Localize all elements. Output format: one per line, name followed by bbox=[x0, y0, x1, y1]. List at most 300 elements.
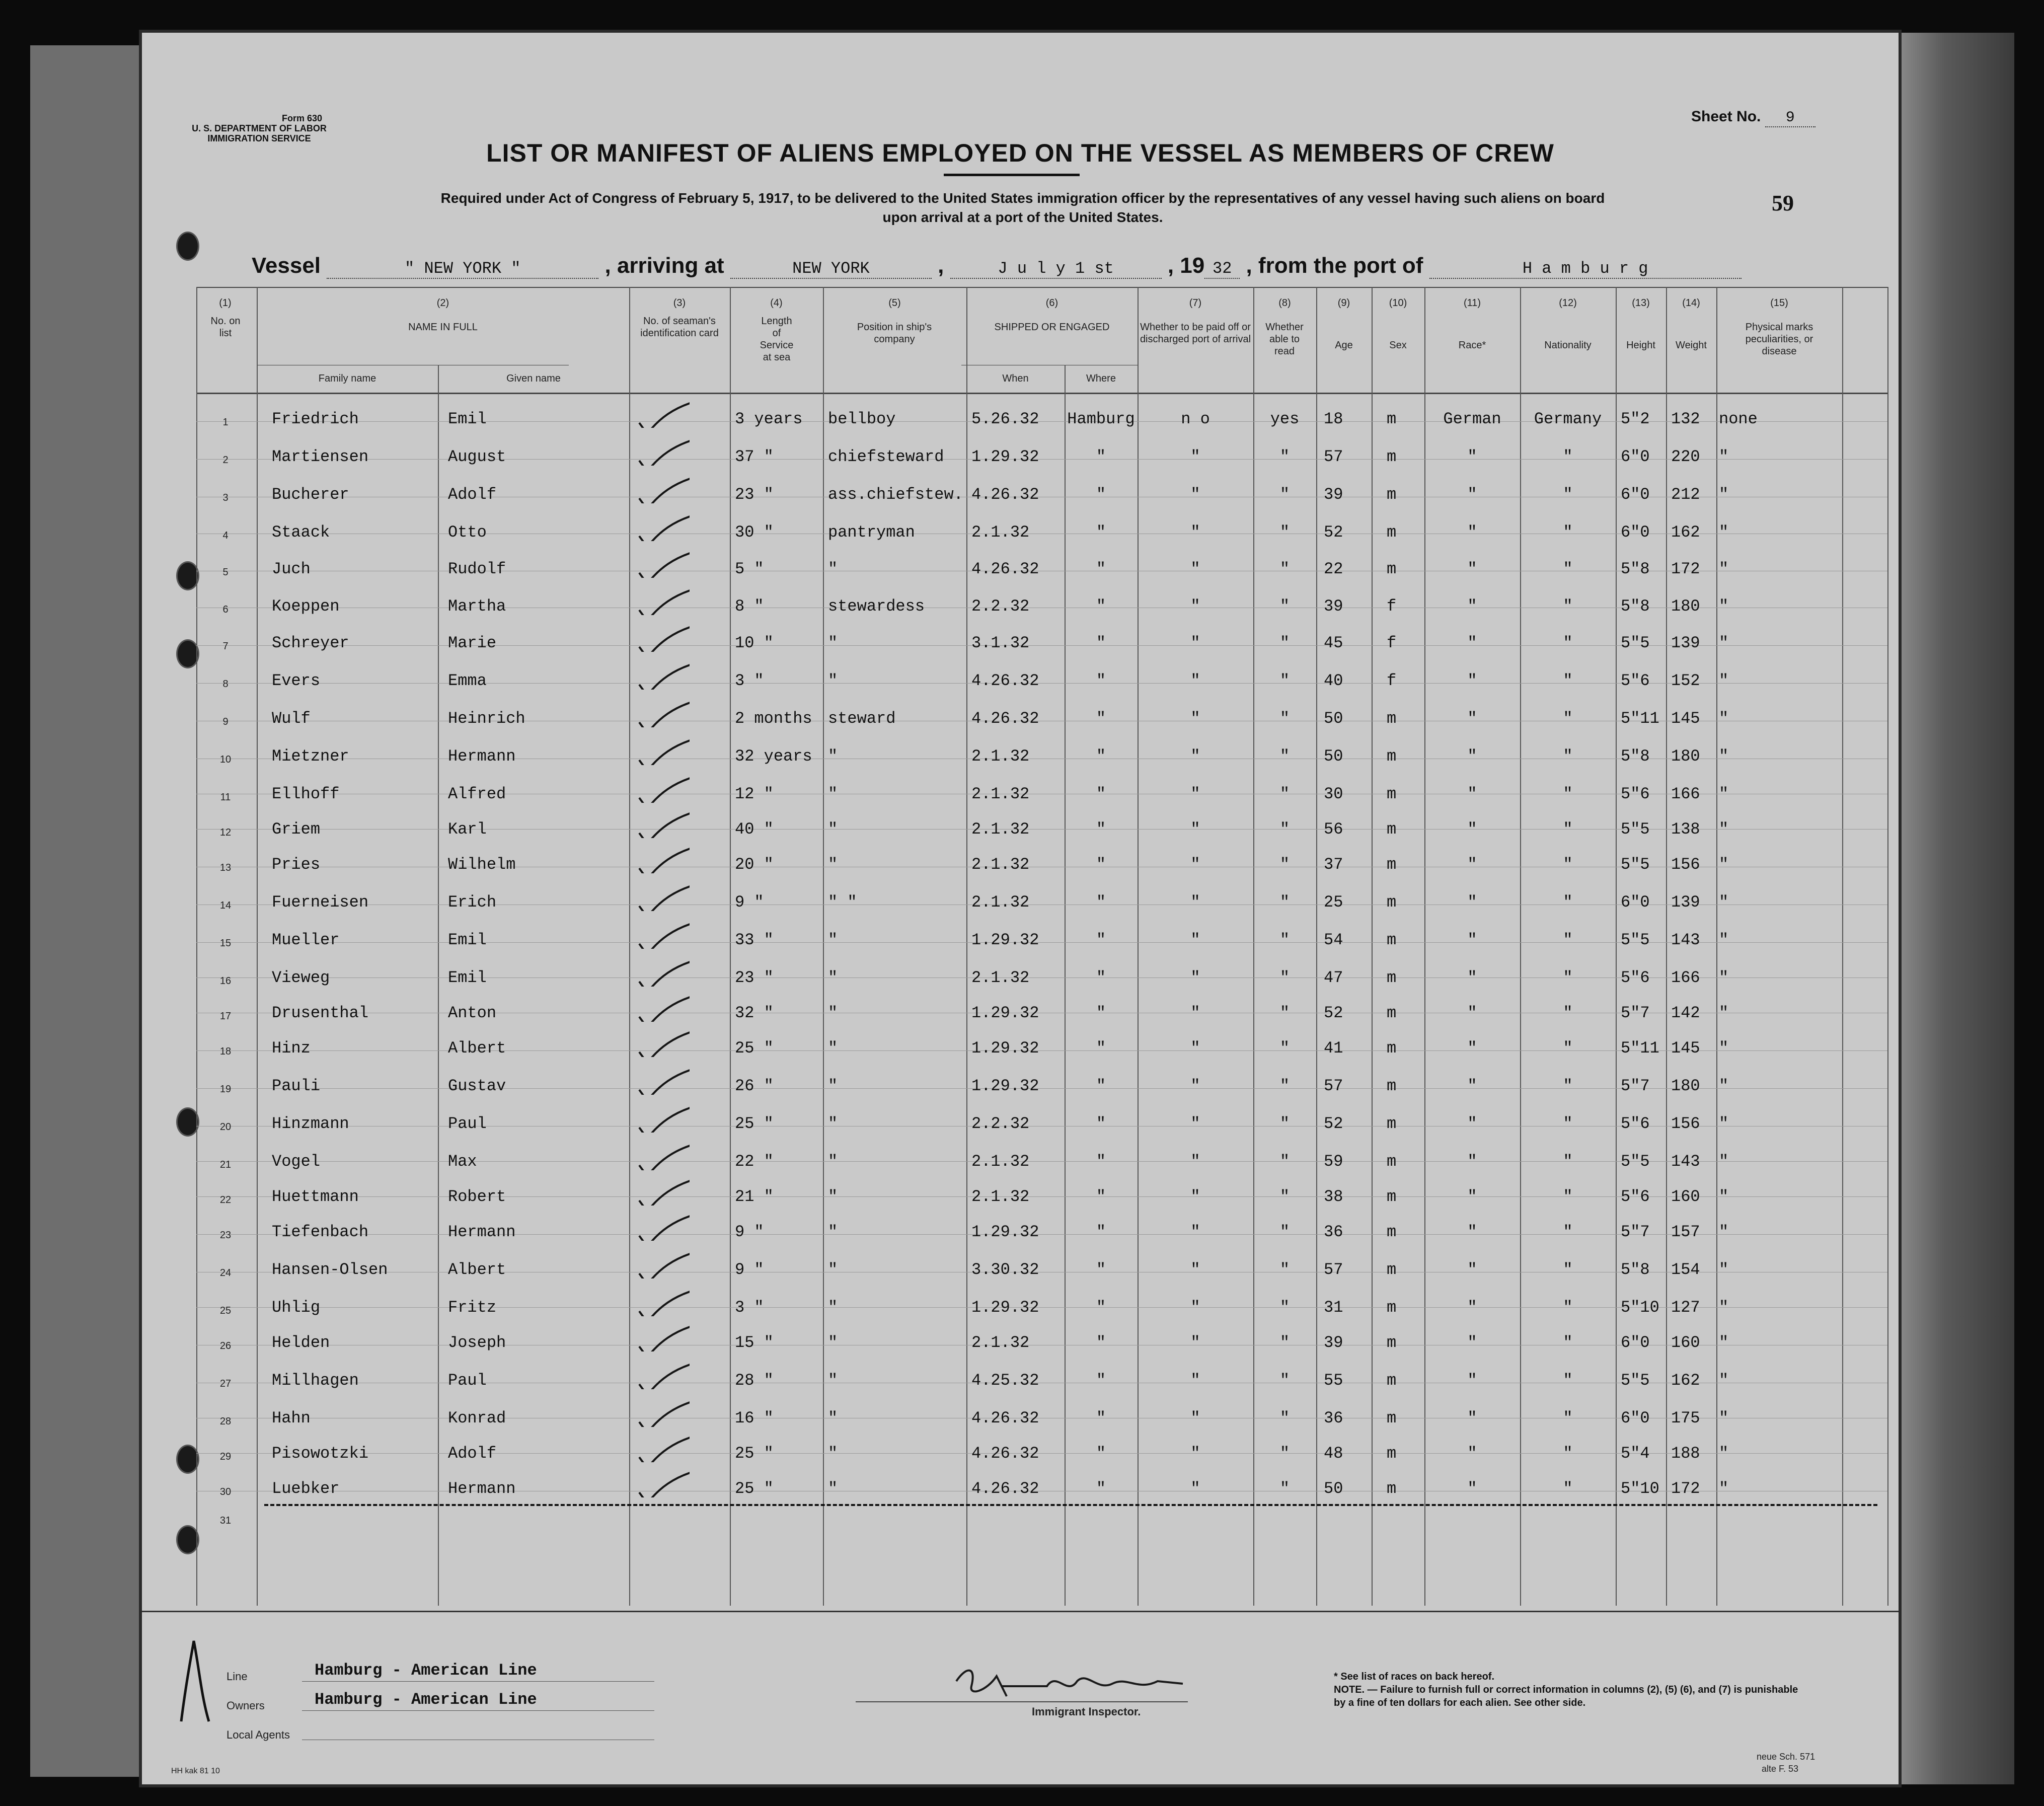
footer-divider bbox=[142, 1611, 1899, 1612]
cell-when: 2.1.32 bbox=[971, 855, 1030, 874]
cell-weight: 188 bbox=[1671, 1444, 1700, 1463]
cell-given: Rudolf bbox=[448, 560, 506, 578]
cell-given: Albert bbox=[448, 1260, 506, 1279]
races-note: * See list of races on back hereof. bbox=[1334, 1671, 1495, 1682]
row-number: 22 bbox=[219, 1194, 232, 1206]
arriving-port: NEW YORK bbox=[730, 259, 932, 279]
cell-where: " bbox=[1096, 1479, 1106, 1498]
header-col-14: (14) Weight bbox=[1676, 297, 1707, 351]
cell-marks: " bbox=[1719, 747, 1729, 766]
cell-weight: 212 bbox=[1671, 485, 1700, 504]
cell-paid: " bbox=[1190, 1444, 1200, 1463]
row-number: 19 bbox=[219, 1084, 232, 1095]
cell-read: " bbox=[1279, 1479, 1290, 1498]
cell-when: 1.29.32 bbox=[971, 1039, 1039, 1058]
end-of-list-dash bbox=[264, 1504, 1877, 1506]
cell-race: " bbox=[1467, 485, 1477, 504]
cell-family: Hinz bbox=[272, 1039, 311, 1058]
header-col-11: (11) Race* bbox=[1458, 297, 1486, 351]
cell-family: Schreyer bbox=[272, 634, 349, 652]
row-number: 14 bbox=[219, 900, 232, 911]
cell-sex: m bbox=[1387, 785, 1397, 803]
cell-race: " bbox=[1467, 785, 1477, 803]
cell-family: Helden bbox=[272, 1333, 330, 1352]
inspector-rule bbox=[856, 1701, 1188, 1702]
check-mark bbox=[629, 843, 690, 873]
cell-when: 2.2.32 bbox=[971, 1114, 1030, 1133]
check-mark bbox=[629, 735, 690, 765]
cell-marks: " bbox=[1719, 931, 1729, 949]
cell-height: 5"6 bbox=[1621, 1114, 1650, 1133]
check-mark bbox=[629, 881, 690, 911]
row-number: 4 bbox=[222, 530, 229, 541]
cell-height: 6"0 bbox=[1621, 523, 1650, 542]
cell-given: Alfred bbox=[448, 785, 506, 803]
cell-weight: 160 bbox=[1671, 1333, 1700, 1352]
cell-marks: " bbox=[1719, 560, 1729, 578]
cell-family: Pries bbox=[272, 855, 321, 874]
cell-service: 2 months bbox=[735, 709, 812, 728]
crew-table bbox=[196, 287, 1887, 1606]
cell-sex: m bbox=[1387, 747, 1397, 766]
page-stack-edge bbox=[1899, 33, 2014, 1784]
vessel-info-line: Vessel " NEW YORK " , arriving at NEW YORK , J u l y 1 st , 19 32 , from the port of H a m b u r g bbox=[252, 253, 1742, 279]
cell-weight: 157 bbox=[1671, 1223, 1700, 1241]
check-mark bbox=[629, 956, 690, 987]
cell-nat: " bbox=[1563, 1333, 1573, 1352]
cell-weight: 172 bbox=[1671, 1479, 1700, 1498]
cell-paid: " bbox=[1190, 1298, 1200, 1317]
cell-when: 4.26.32 bbox=[971, 709, 1039, 728]
column-rule bbox=[196, 287, 197, 1606]
page-number: 59 bbox=[1772, 191, 1794, 215]
cell-sex: m bbox=[1387, 1409, 1397, 1427]
cell-paid: " bbox=[1190, 1333, 1200, 1352]
form-number: Form 630 bbox=[281, 113, 322, 123]
cell-service: 3 " bbox=[735, 671, 764, 690]
cell-given: Adolf bbox=[448, 485, 497, 504]
cell-where: " bbox=[1096, 709, 1106, 728]
cell-age: 37 bbox=[1324, 855, 1343, 874]
cell-given: Albert bbox=[448, 1039, 506, 1058]
cell-sex: m bbox=[1387, 1298, 1397, 1317]
header-col-9: (9) Age bbox=[1335, 297, 1353, 351]
cell-height: 5"2 bbox=[1621, 410, 1650, 428]
cell-where: " bbox=[1096, 523, 1106, 542]
cell-race: " bbox=[1467, 1333, 1477, 1352]
cell-service: 22 " bbox=[735, 1152, 774, 1171]
cell-age: 57 bbox=[1324, 1260, 1343, 1279]
cell-read: " bbox=[1279, 560, 1290, 578]
row-number: 21 bbox=[219, 1159, 232, 1170]
row-number: 20 bbox=[219, 1121, 232, 1133]
cell-age: 39 bbox=[1324, 1333, 1343, 1352]
cell-age: 45 bbox=[1324, 634, 1343, 652]
cell-where: " bbox=[1096, 1260, 1106, 1279]
cell-paid: " bbox=[1190, 1152, 1200, 1171]
cell-sex: m bbox=[1387, 1333, 1397, 1352]
cell-height: 5"8 bbox=[1621, 560, 1650, 578]
check-mark bbox=[629, 398, 690, 428]
header-col-4: (4) Length of Service at sea bbox=[760, 297, 794, 363]
vessel-label: Vessel bbox=[252, 253, 321, 278]
cell-height: 5"8 bbox=[1621, 747, 1650, 766]
cell-where: " bbox=[1096, 634, 1106, 652]
header-col-7: (7) Whether to be paid off or discharged port of arrival bbox=[1140, 297, 1251, 345]
cell-height: 5"6 bbox=[1621, 968, 1650, 987]
header-family-name: Family name bbox=[318, 373, 376, 384]
cell-position: " bbox=[828, 1260, 838, 1279]
cell-read: " bbox=[1279, 523, 1290, 542]
row-number: 7 bbox=[222, 641, 229, 652]
cell-marks: " bbox=[1719, 709, 1729, 728]
cell-age: 52 bbox=[1324, 523, 1343, 542]
cell-service: 26 " bbox=[735, 1077, 774, 1095]
column-rule bbox=[1666, 287, 1667, 1606]
cell-family: Koeppen bbox=[272, 597, 340, 616]
cell-weight: 152 bbox=[1671, 671, 1700, 690]
cell-sex: m bbox=[1387, 820, 1397, 839]
cell-race: " bbox=[1467, 1077, 1477, 1095]
cell-given: Otto bbox=[448, 523, 487, 542]
cell-nat: " bbox=[1563, 1004, 1573, 1022]
row-number: 6 bbox=[222, 604, 229, 615]
column-rule bbox=[1887, 287, 1888, 1606]
binding-edge-left bbox=[30, 45, 142, 1777]
cell-given: August bbox=[448, 447, 506, 466]
cell-race: " bbox=[1467, 671, 1477, 690]
cell-when: 1.29.32 bbox=[971, 1004, 1039, 1022]
cell-race: German bbox=[1443, 410, 1501, 428]
schedule-old: alte F. 53 bbox=[1762, 1764, 1799, 1774]
column-rule bbox=[1316, 287, 1317, 1606]
cell-height: 5"5 bbox=[1621, 634, 1650, 652]
cell-nat: " bbox=[1563, 485, 1573, 504]
cell-where: " bbox=[1096, 1039, 1106, 1058]
cell-marks: " bbox=[1719, 1187, 1729, 1206]
header-col-6: (6) SHIPPED OR ENGAGED bbox=[994, 297, 1110, 333]
cell-race: " bbox=[1467, 1152, 1477, 1171]
cell-read: " bbox=[1279, 1409, 1290, 1427]
cell-family: Friedrich bbox=[272, 410, 359, 428]
cell-paid: " bbox=[1190, 597, 1200, 616]
cell-read: " bbox=[1279, 855, 1290, 874]
cell-weight: 145 bbox=[1671, 709, 1700, 728]
cell-given: Hermann bbox=[448, 747, 516, 766]
cell-race: " bbox=[1467, 1298, 1477, 1317]
printer-code: HH kak 81 10 bbox=[171, 1767, 220, 1775]
cell-family: Huettmann bbox=[272, 1187, 359, 1206]
cell-position: " bbox=[828, 820, 838, 839]
cell-where: " bbox=[1096, 1004, 1106, 1022]
cell-weight: 139 bbox=[1671, 893, 1700, 912]
cell-given: Karl bbox=[448, 820, 487, 839]
cell-paid: n o bbox=[1181, 410, 1210, 428]
cell-age: 59 bbox=[1324, 1152, 1343, 1171]
row-number: 18 bbox=[219, 1046, 232, 1057]
check-mark bbox=[629, 511, 690, 541]
inspector-label: Immigrant Inspector. bbox=[1032, 1705, 1141, 1718]
cell-given: Robert bbox=[448, 1187, 506, 1206]
cell-nat: " bbox=[1563, 634, 1573, 652]
cell-age: 25 bbox=[1324, 893, 1343, 912]
cell-paid: " bbox=[1190, 671, 1200, 690]
cell-paid: " bbox=[1190, 560, 1200, 578]
cell-race: " bbox=[1467, 597, 1477, 616]
cell-when: 1.29.32 bbox=[971, 1298, 1039, 1317]
cell-sex: m bbox=[1387, 1479, 1397, 1498]
cell-weight: 156 bbox=[1671, 855, 1700, 874]
cell-paid: " bbox=[1190, 968, 1200, 987]
cell-marks: " bbox=[1719, 523, 1729, 542]
cell-family: Tiefenbach bbox=[272, 1223, 369, 1241]
cell-paid: " bbox=[1190, 931, 1200, 949]
owners-label: Owners bbox=[226, 1699, 265, 1712]
header-col-12: (12) Nationality bbox=[1544, 297, 1592, 351]
row-number: 26 bbox=[219, 1340, 232, 1351]
cell-age: 36 bbox=[1324, 1223, 1343, 1241]
column-rule bbox=[438, 365, 439, 1606]
cell-height: 5"8 bbox=[1621, 1260, 1650, 1279]
row-number: 9 bbox=[222, 716, 229, 727]
cell-read: " bbox=[1279, 1004, 1290, 1022]
cell-race: " bbox=[1467, 968, 1477, 987]
cell-marks: " bbox=[1719, 1371, 1729, 1390]
row-number: 29 bbox=[219, 1451, 232, 1462]
row-number: 31 bbox=[219, 1515, 232, 1526]
cell-nat: " bbox=[1563, 560, 1573, 578]
cell-read: " bbox=[1279, 671, 1290, 690]
cell-read: " bbox=[1279, 1223, 1290, 1241]
header-col-5: (5) Position in ship's company bbox=[857, 297, 932, 345]
cell-family: Millhagen bbox=[272, 1371, 359, 1390]
check-mark bbox=[629, 773, 690, 803]
cell-height: 6"0 bbox=[1621, 1409, 1650, 1427]
cell-family: Martiensen bbox=[272, 447, 369, 466]
cell-service: 8 " bbox=[735, 597, 764, 616]
cell-where: " bbox=[1096, 1444, 1106, 1463]
cell-where: " bbox=[1096, 1298, 1106, 1317]
cell-read: " bbox=[1279, 1371, 1290, 1390]
cell-service: 5 " bbox=[735, 560, 764, 578]
cell-position: " bbox=[828, 1223, 838, 1241]
cell-when: 2.1.32 bbox=[971, 893, 1030, 912]
cell-paid: " bbox=[1190, 523, 1200, 542]
cell-age: 31 bbox=[1324, 1298, 1343, 1317]
cell-given: Emma bbox=[448, 671, 487, 690]
cell-race: " bbox=[1467, 1004, 1477, 1022]
cell-where: " bbox=[1096, 1409, 1106, 1427]
cell-sex: m bbox=[1387, 1444, 1397, 1463]
cell-given: Erich bbox=[448, 893, 497, 912]
cell-family: Ellhoff bbox=[272, 785, 340, 803]
header-col-2: (2) NAME IN FULL bbox=[408, 297, 478, 333]
cell-height: 5"5 bbox=[1621, 855, 1650, 874]
cell-given: Max bbox=[448, 1152, 477, 1171]
cell-service: 40 " bbox=[735, 820, 774, 839]
row-number: 5 bbox=[222, 567, 229, 578]
cell-nat: Germany bbox=[1534, 410, 1602, 428]
check-mark bbox=[629, 1140, 690, 1170]
cell-age: 41 bbox=[1324, 1039, 1343, 1058]
row-number: 25 bbox=[219, 1305, 232, 1316]
cell-nat: " bbox=[1563, 1260, 1573, 1279]
cell-age: 30 bbox=[1324, 785, 1343, 803]
cell-given: Paul bbox=[448, 1371, 487, 1390]
check-mark bbox=[629, 1211, 690, 1241]
sheet-number bbox=[1691, 108, 1815, 127]
cell-nat: " bbox=[1563, 931, 1573, 949]
cell-service: 21 " bbox=[735, 1187, 774, 1206]
cell-sex: f bbox=[1387, 597, 1397, 616]
cell-height: 5"10 bbox=[1621, 1479, 1659, 1498]
cell-height: 5"6 bbox=[1621, 785, 1650, 803]
cell-given: Anton bbox=[448, 1004, 497, 1022]
cell-family: Drusenthal bbox=[272, 1004, 369, 1022]
cell-height: 5"10 bbox=[1621, 1298, 1659, 1317]
cell-when: 1.29.32 bbox=[971, 1223, 1039, 1241]
cell-race: " bbox=[1467, 747, 1477, 766]
cell-when: 5.26.32 bbox=[971, 410, 1039, 428]
cell-age: 18 bbox=[1324, 410, 1343, 428]
cell-when: 3.1.32 bbox=[971, 634, 1030, 652]
sheet-value: 9 bbox=[1765, 109, 1815, 127]
cell-when: 2.1.32 bbox=[971, 747, 1030, 766]
cell-age: 39 bbox=[1324, 597, 1343, 616]
cell-where: " bbox=[1096, 1223, 1106, 1241]
cell-position: " bbox=[828, 1039, 838, 1058]
cell-race: " bbox=[1467, 523, 1477, 542]
cell-read: " bbox=[1279, 968, 1290, 987]
check-mark bbox=[629, 1175, 690, 1206]
header-where: Where bbox=[1086, 373, 1116, 384]
cell-service: 9 " bbox=[735, 893, 764, 912]
column-rule bbox=[730, 287, 731, 1606]
cell-paid: " bbox=[1190, 785, 1200, 803]
cell-read: " bbox=[1279, 1298, 1290, 1317]
cell-position: ass.chiefstew. bbox=[828, 485, 963, 504]
schedule-new: neue Sch. 571 bbox=[1757, 1752, 1815, 1762]
cell-family: Staack bbox=[272, 523, 330, 542]
cell-when: 3.30.32 bbox=[971, 1260, 1039, 1279]
row-number: 13 bbox=[219, 862, 232, 873]
cell-paid: " bbox=[1190, 1114, 1200, 1133]
cell-race: " bbox=[1467, 1260, 1477, 1279]
cell-when: 2.1.32 bbox=[971, 1152, 1030, 1171]
cell-when: 4.26.32 bbox=[971, 1479, 1039, 1498]
sheet-label: Sheet No. bbox=[1691, 108, 1761, 125]
row-number: 30 bbox=[219, 1486, 232, 1497]
check-mark bbox=[629, 659, 690, 690]
cell-weight: 175 bbox=[1671, 1409, 1700, 1427]
cell-read: " bbox=[1279, 709, 1290, 728]
column-rule bbox=[823, 287, 824, 1606]
margin-mark bbox=[171, 1636, 216, 1726]
cell-race: " bbox=[1467, 634, 1477, 652]
cell-height: 6"0 bbox=[1621, 893, 1650, 912]
cell-read: " bbox=[1279, 1187, 1290, 1206]
cell-position: steward bbox=[828, 709, 896, 728]
cell-age: 47 bbox=[1324, 968, 1343, 987]
cell-paid: " bbox=[1190, 1077, 1200, 1095]
cell-sex: m bbox=[1387, 1152, 1397, 1171]
cell-nat: " bbox=[1563, 820, 1573, 839]
header-col-13: (13) Height bbox=[1626, 297, 1655, 351]
cell-age: 38 bbox=[1324, 1187, 1343, 1206]
vessel-name: " NEW YORK " bbox=[327, 259, 598, 279]
department-name: U. S. DEPARTMENT OF LABOR bbox=[192, 123, 327, 133]
line-rule bbox=[302, 1681, 654, 1682]
cell-family: Pisowotzki bbox=[272, 1444, 369, 1463]
row-number: 23 bbox=[219, 1230, 232, 1241]
cell-paid: " bbox=[1190, 1223, 1200, 1241]
owners-rule bbox=[302, 1710, 654, 1711]
arrival-year: 32 bbox=[1204, 259, 1240, 279]
cell-position: " bbox=[828, 1077, 838, 1095]
cell-sex: f bbox=[1387, 671, 1397, 690]
check-mark bbox=[629, 1065, 690, 1095]
check-mark bbox=[629, 1027, 690, 1057]
cell-read: " bbox=[1279, 447, 1290, 466]
cell-when: 1.29.32 bbox=[971, 1077, 1039, 1095]
agents-label: Local Agents bbox=[226, 1728, 290, 1741]
page-title: LIST OR MANIFEST OF ALIENS EMPLOYED ON THE VESSEL AS MEMBERS OF CREW bbox=[486, 139, 1554, 167]
cell-weight: 138 bbox=[1671, 820, 1700, 839]
cell-age: 40 bbox=[1324, 671, 1343, 690]
cell-nat: " bbox=[1563, 447, 1573, 466]
cell-height: 6"0 bbox=[1621, 485, 1650, 504]
cell-weight: 156 bbox=[1671, 1114, 1700, 1133]
cell-service: 3 " bbox=[735, 1298, 764, 1317]
column-rule bbox=[1842, 287, 1843, 1606]
cell-where: " bbox=[1096, 560, 1106, 578]
cell-weight: 143 bbox=[1671, 1152, 1700, 1171]
cell-nat: " bbox=[1563, 597, 1573, 616]
cell-family: Hinzmann bbox=[272, 1114, 349, 1133]
cell-given: Fritz bbox=[448, 1298, 497, 1317]
row-number: 2 bbox=[222, 455, 229, 466]
cell-marks: none bbox=[1719, 410, 1758, 428]
cell-weight: 166 bbox=[1671, 785, 1700, 803]
cell-age: 57 bbox=[1324, 447, 1343, 466]
cell-nat: " bbox=[1563, 1479, 1573, 1498]
cell-race: " bbox=[1467, 1409, 1477, 1427]
cell-marks: " bbox=[1719, 968, 1729, 987]
cell-read: " bbox=[1279, 485, 1290, 504]
arrival-date: J u l y 1 st bbox=[950, 259, 1162, 279]
cell-read: " bbox=[1279, 747, 1290, 766]
cell-where: Hamburg bbox=[1067, 410, 1135, 428]
column-rule bbox=[257, 287, 258, 1606]
cell-paid: " bbox=[1190, 1371, 1200, 1390]
cell-read: yes bbox=[1270, 410, 1300, 428]
cell-weight: 162 bbox=[1671, 1371, 1700, 1390]
cell-weight: 142 bbox=[1671, 1004, 1700, 1022]
cell-height: 5"4 bbox=[1621, 1444, 1650, 1463]
cell-nat: " bbox=[1563, 671, 1573, 690]
cell-service: 9 " bbox=[735, 1223, 764, 1241]
header-given-name: Given name bbox=[506, 373, 561, 384]
requirement-line-1: Required under Act of Congress of February 5, 1917, to be delivered to the United States immigration officer by the representatives of any vessel having such aliens on board bbox=[440, 190, 1605, 206]
legal-requirement bbox=[343, 189, 1702, 227]
check-mark bbox=[629, 1102, 690, 1133]
cell-nat: " bbox=[1563, 1187, 1573, 1206]
cell-family: Hansen-Olsen bbox=[272, 1260, 388, 1279]
cell-position: " bbox=[828, 634, 838, 652]
cell-nat: " bbox=[1563, 1444, 1573, 1463]
cell-where: " bbox=[1096, 855, 1106, 874]
binder-hole bbox=[176, 232, 199, 261]
